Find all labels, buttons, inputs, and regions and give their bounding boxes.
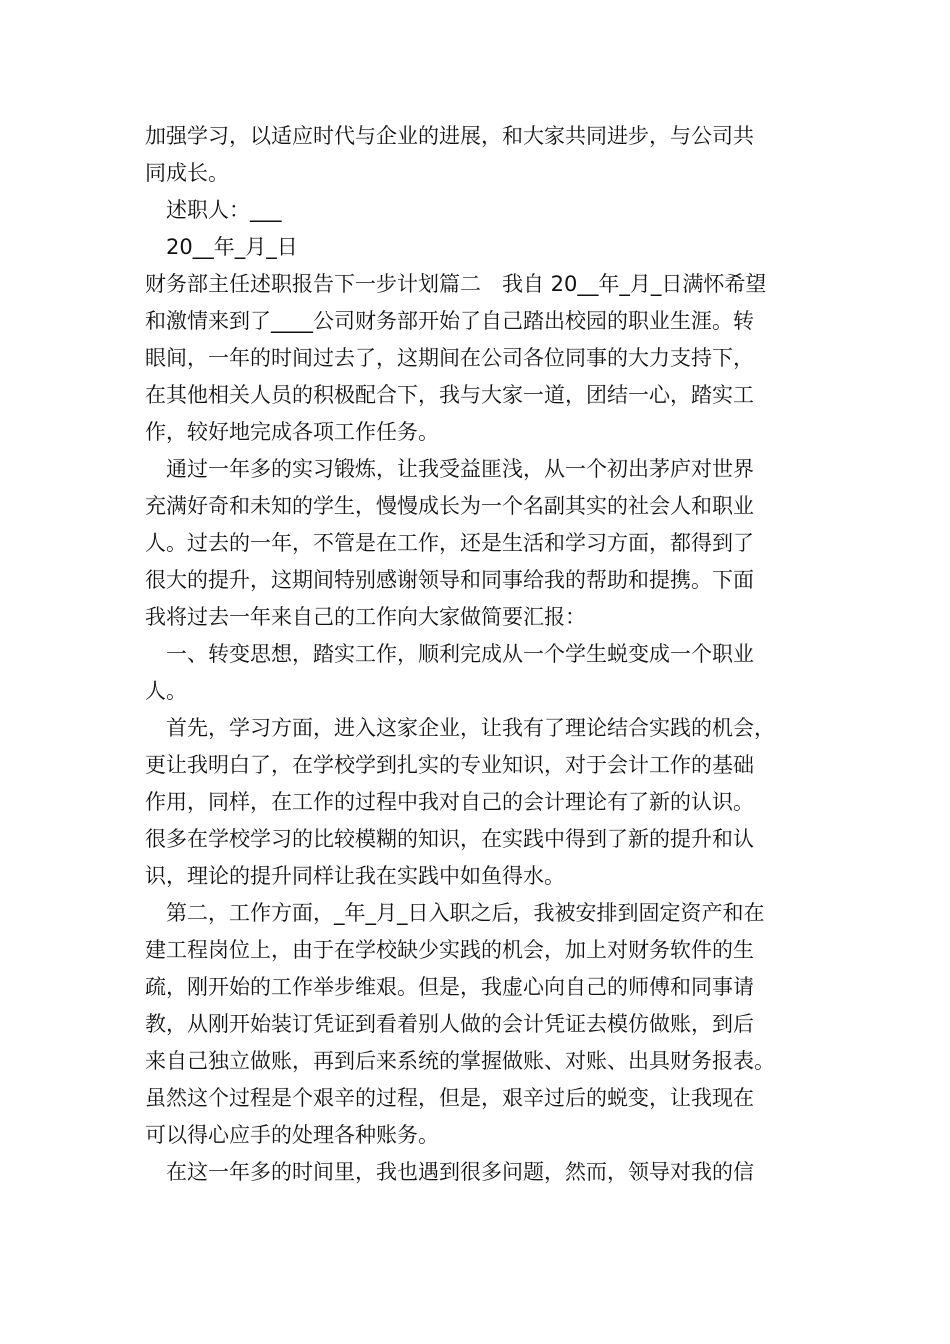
document-body: [145, 119, 825, 1192]
text-line: 更让我明白了，在学校学到扎实的专业知识，对于会计工作的基础: [145, 753, 754, 777]
text-line: 疏，刚开始的工作举步维艰。但是，我虚心向自己的师傅和同事请: [145, 975, 754, 999]
text-line: 人。过去的一年，不管是在工作，还是生活和学习方面，都得到了: [145, 531, 754, 555]
text-line: 建工程岗位上，由于在学校缺少实践的机会，加上对财务软件的生: [145, 938, 754, 962]
date-line: 20__年_月_日: [145, 235, 298, 259]
text-line: 来自己独立做账，再到后来系统的掌握做账、对账、出具财务报表。: [145, 1049, 775, 1073]
text-line: 我将过去一年来自己的工作向大家做简要汇报：: [145, 605, 586, 629]
text-line: 作用，同样，在工作的过程中我对自己的会计理论有了新的认识。: [145, 790, 754, 814]
text-line: 加强学习，以适应时代与企业的进展，和大家共同进步，与公司共: [145, 124, 754, 148]
text-line: 第二，工作方面，_年_月_日入职之后，我被安排到固定资产和在: [145, 901, 765, 925]
text-line: 很多在学校学习的比较模糊的知识，在实践中得到了新的提升和认: [145, 827, 754, 851]
text-line: 通过一年多的实习锻炼，让我受益匪浅，从一个初出茅庐对世界: [145, 457, 754, 481]
text-line: 充满好奇和未知的学生，慢慢成长为一个名副其实的社会人和职业: [145, 494, 754, 518]
text-line: 可以得心应手的处理各种账务。: [145, 1123, 439, 1147]
text-line: 和激情来到了____公司财务部开始了自己踏出校园的职业生涯。转: [145, 309, 754, 333]
heading-line: 一、转变思想，踏实工作，顺利完成从一个学生蜕变成一个职业: [145, 642, 754, 666]
text-line: 识，理论的提升同样让我在实践中如鱼得水。: [145, 864, 565, 888]
text-line: 在其他相关人员的积极配合下，我与大家一道，团结一心，踏实工: [145, 383, 754, 407]
text-line: 同成长。: [145, 161, 229, 185]
text-line: 在这一年多的时间里，我也遇到很多问题，然而，领导对我的信: [145, 1160, 754, 1184]
text-line: 首先，学习方面，进入这家企业，让我有了理论结合实践的机会，: [145, 716, 775, 740]
text-line: 教，从刚开始装订凭证到看着别人做的会计凭证去模仿做账，到后: [145, 1012, 754, 1036]
signature-line: 述职人：___: [145, 198, 282, 222]
section-title-line: 财务部主任述职报告下一步计划篇二 我自 20__年_月_日满怀希望: [145, 272, 767, 296]
text-line: 虽然这个过程是个艰辛的过程，但是，艰辛过后的蜕变，让我现在: [145, 1086, 754, 1110]
text-line: 作，较好地完成各项工作任务。: [145, 420, 439, 444]
text-line: 很大的提升，这期间特别感谢领导和同事给我的帮助和提携。下面: [145, 568, 754, 592]
text-line: 人。: [145, 679, 187, 703]
text-line: 眼间，一年的时间过去了，这期间在公司各位同事的大力支持下，: [145, 346, 754, 370]
